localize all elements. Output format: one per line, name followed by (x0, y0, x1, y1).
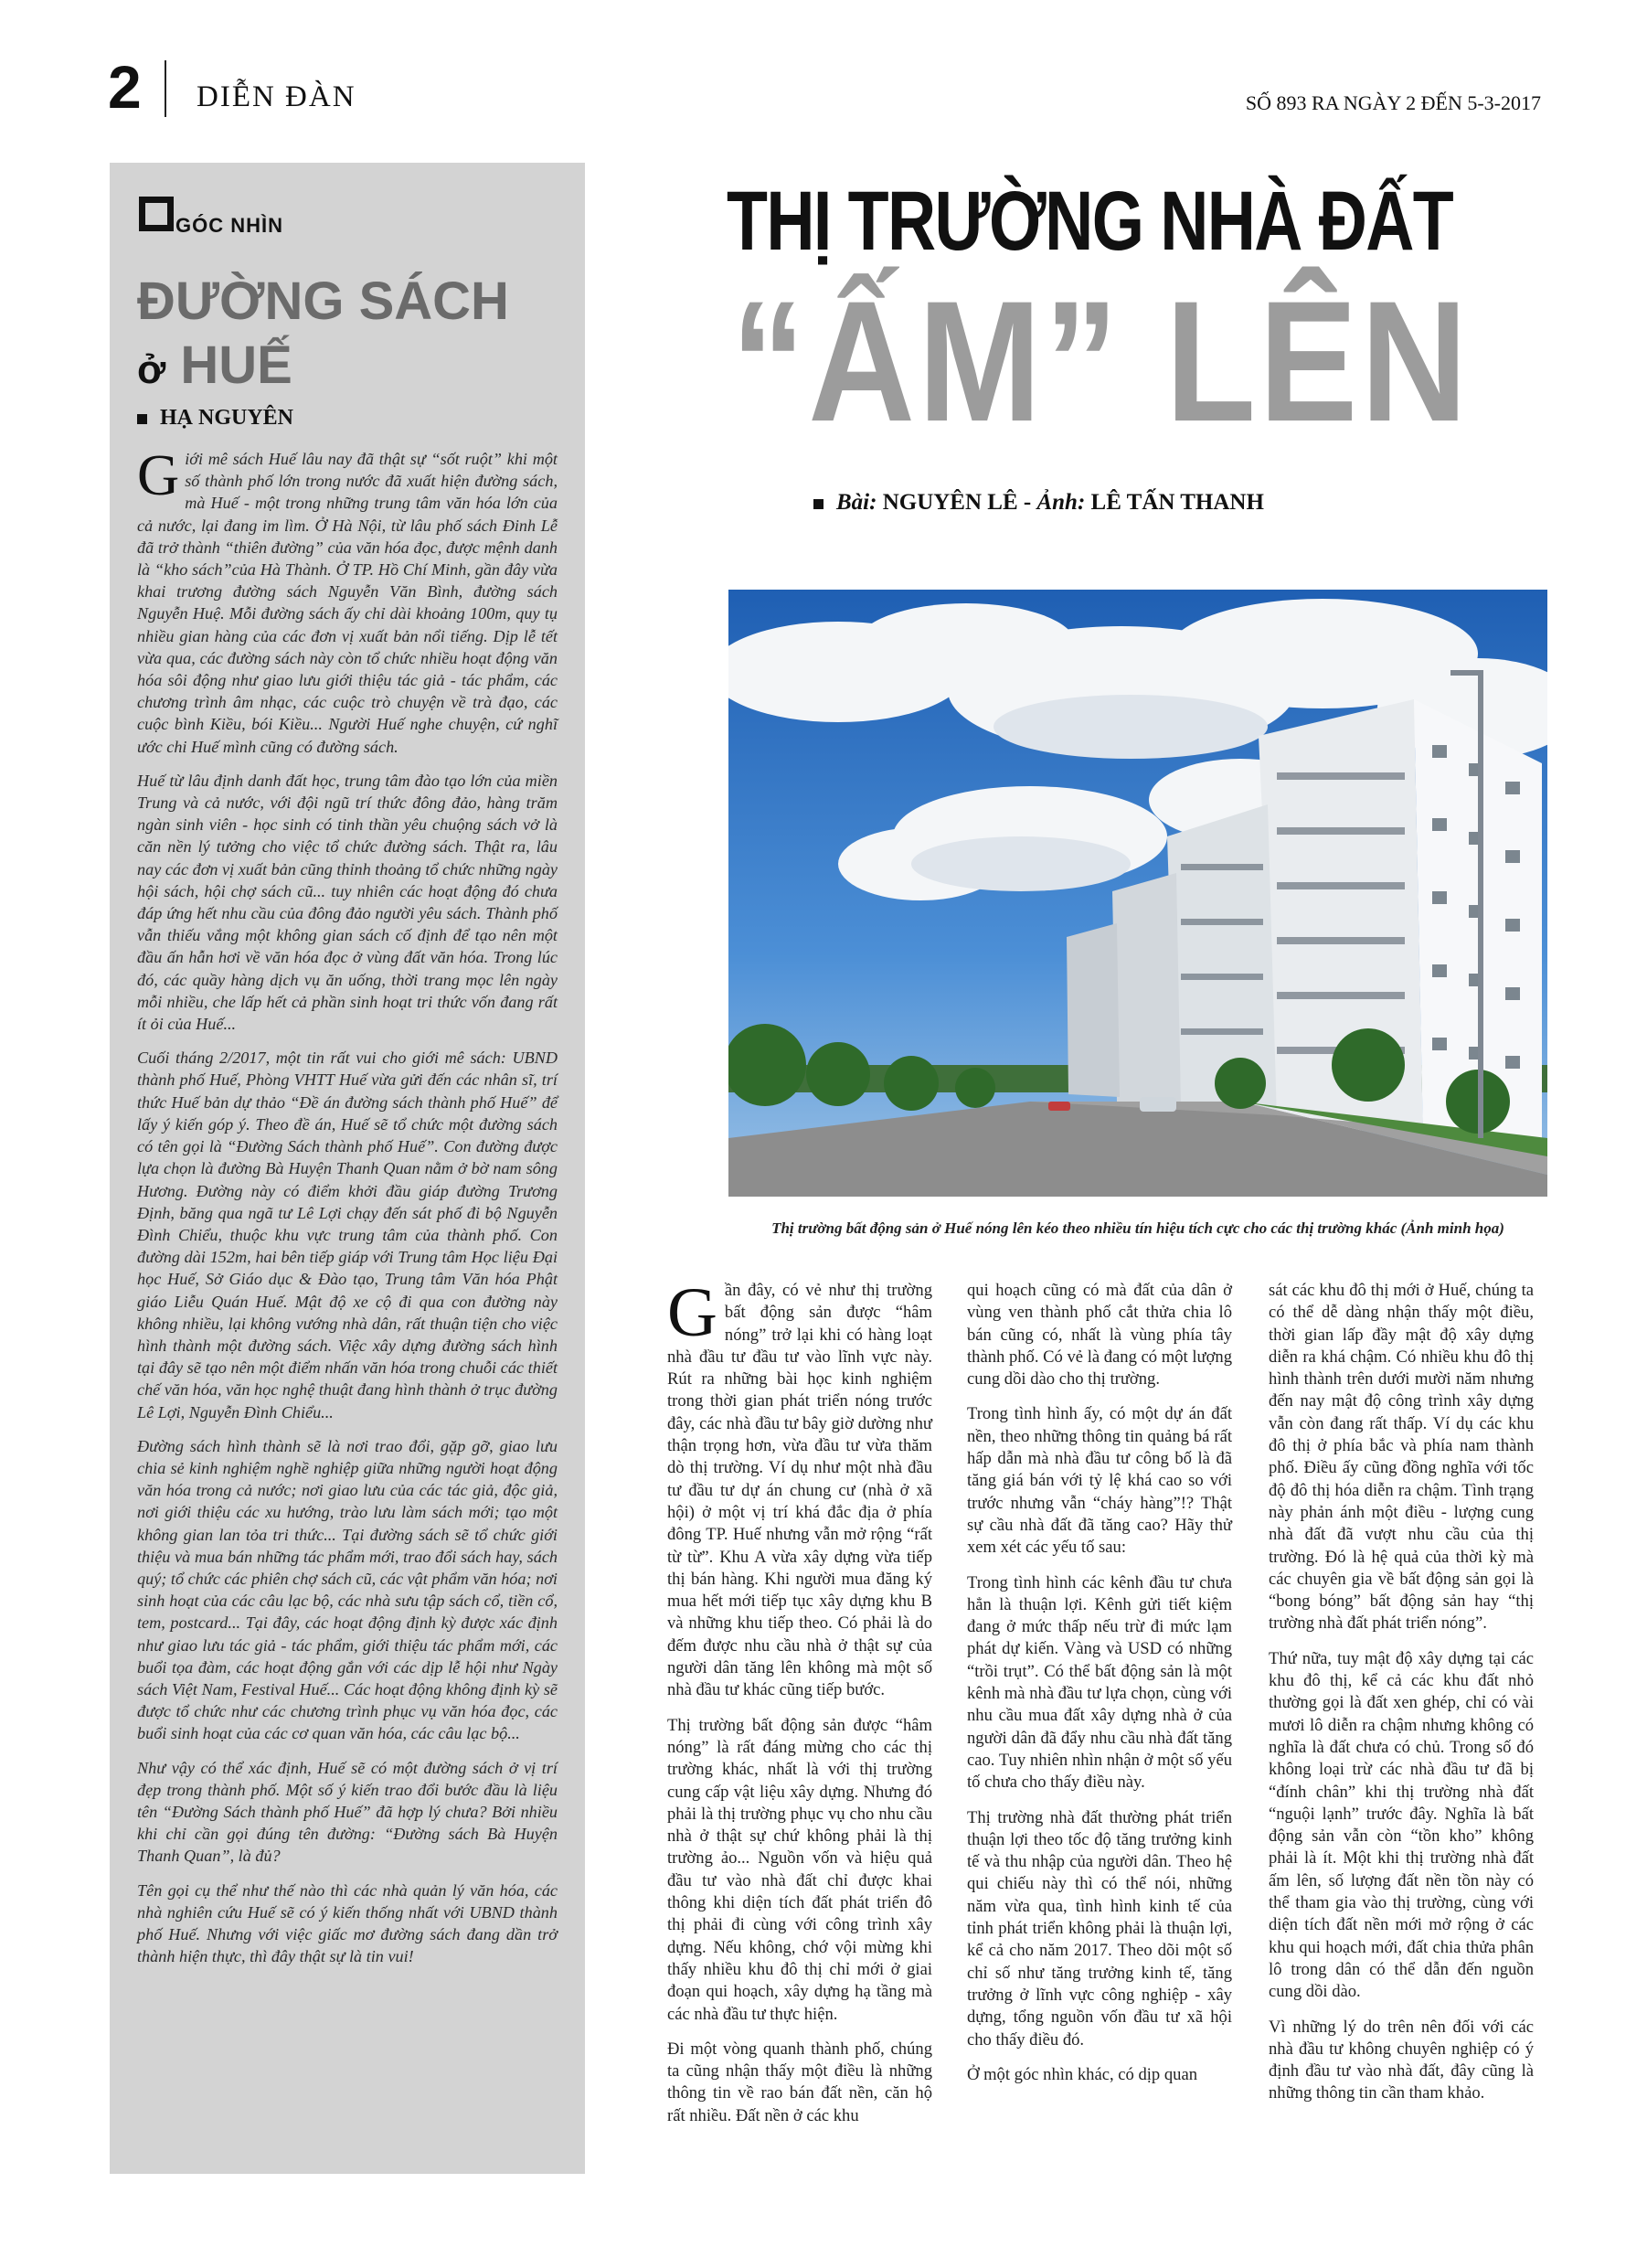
article-paragraph: Trong tình hình các kênh đầu tư chưa hẳn là thuận lợi. Kênh gửi tiết kiệm đang ở mức thấp nếu trừ đi mức lạm phát dự kiến. Vàng và USD có những “trồi trụt”. Có thể bất động sản là một kênh mà nhà đầu tư lựa chọn, cùng với nhu cầu mua đất xây dựng nhà ở của người dân đã đẩy nhu cầu nhà đất tăng cao. Tuy nhiên nhìn nhận ở một số yếu tố chưa cho thấy điều này. (967, 1572, 1232, 1793)
article-paragraph: qui hoạch cũng có mà đất của dân ở vùng ven thành phố cắt thửa chia lô bán cũng có, nhất là vùng phía tây thành phố. Có vẻ là đang có một lượng cung dồi dào cho thị trường. (967, 1281, 1232, 1390)
article-title-line1: THỊ TRƯỜNG NHÀ ĐẤT (727, 175, 1453, 268)
bullet-square-icon (813, 499, 824, 509)
sidebar-paragraph: Giới mê sách Huế lâu nay đã thật sự “sốt ruột” khi một số thành phố lớn trong nước đã xuất hiện đường sách, mà Huế - một trong những trung tâm văn hóa lớn của cả nước, lại đang im lìm. Ở Hà Nội, từ lâu phố sách Đinh Lễ đã trở thành “thiên đường” của văn hóa đọc, được mệnh danh là “kho sách”của Hà Thành. Ở TP. Hồ Chí Minh, gần đây vừa khai trương đường sách Nguyễn Văn Bình, đường sách Nguyễn Huệ. Mỗi đường sách ấy chỉ dài khoảng 100m, quy tụ nhiều gian hàng của các đơn vị xuất bản nổi tiếng. Dịp lễ tết vừa qua, các đường sách này còn tổ chức nhiều hoạt động văn hóa sôi động như giao lưu giới thiệu tác giả - tác phẩm, các chương trình âm nhạc, các cuộc trò chuyện về trà đạo, các cuộc bình Kiều, bói Kiều... Người Huế nghe chuyện, cứ nghĩ ước chi Huế mình cũng có đường sách. (137, 442, 558, 756)
article-paragraph: Thị trường nhà đất thường phát triển thuận lợi theo tốc độ tăng trưởng kinh tế và thu nhập của người dân. Theo hệ qui chiếu này thì có thể nói, những năm vừa qua, tình hình kinh tế của tỉnh phát triển không phải là thuận lợi, kể cả cho năm 2017. Theo dõi một số chỉ số như tăng trưởng kinh tế, tăng trưởng ở lĩnh vực công nghiệp - xây dựng, tổng nguồn vốn đầu tư xã hội cho thấy điều đó. (967, 1807, 1232, 2050)
sidebar-title-line2 (137, 335, 292, 398)
sidebar-body (137, 442, 558, 1979)
article-paragraph: Thứ nữa, tuy mật độ xây dựng tại các khu đô thị, kể cả các khu đất nhỏ thường gọi là đất xen ghép, chỉ có vài mươi lô diễn ra chậm nhưng không có nghĩa là đất chưa có chủ. Trong số đó không loại trừ các nhà đầu tư đã bị “đính chân” khi thị trường nhà đất “nguội lạnh” trước đây. Nghĩa là bất động sản vẫn còn “tồn kho” không phải là ít. Một khi thị trường nhà đất ấm lên, số lượng đất nền tồn này có thể tham gia vào thị trường, cùng với diện tích đất nền mới mở rộng ở các khu qui hoạch mới, đất chia thửa phân lô trong dân có thể dẫn đến nguồn cung dồi dào. (1269, 1648, 1534, 2002)
issue-info: SỐ 893 RA NGÀY 2 ĐẾN 5-3-2017 (1245, 91, 1541, 114)
column-label: GÓC NHÌN (175, 214, 283, 237)
sidebar-paragraph: Đường sách hình thành sẽ là nơi trao đổi, gặp gỡ, giao lưu chia sẻ kinh nghiệm nghề nghiệp giữa những người hoạt động văn hóa trong cả nước; nơi giao lưu của các tác giả, độc giả, nơi giới thiệu các xu hướng, trào lưu làm sách mới; tạo một không gian lan tỏa tri thức... Tại đường sách sẽ tổ chức giới thiệu và mua bán những tác phẩm mới, trao đổi sách hay, sách quý; tổ chức các phiên chợ sách cũ, các vật phẩm văn hóa; nơi sinh hoạt của các câu lạc bộ, các nhà sưu tập sách cổ, tiền cổ, tem, postcard... Tại đây, các hoạt động định kỳ được xác định như giao lưu tác giả - tác phẩm, giới thiệu tác phẩm mới, các buổi tọa đàm, các hoạt động gắn với các dịp lễ hội như Ngày sách Việt Nam, Festival Huế... Các hoạt động không định kỳ sẽ được tổ chức như các chương trình phục vụ văn hóa đọc, các buổi sinh hoạt của các cơ quan văn hóa, các câu lạc bộ... (137, 1436, 558, 1743)
page-number: 2 (108, 53, 142, 121)
article-photo (728, 590, 1547, 1197)
sidebar-paragraph: Tên gọi cụ thể như thế nào thì các nhà quản lý văn hóa, các nhà nghiên cứu Huế sẽ có ý kiến thống nhất với UBND thành phố Huế. Nhưng với việc giấc mơ đường sách đang dần trở thành hiện thực, thì đây thật sự là tin vui! (137, 1880, 558, 1966)
article-column-3 (1269, 1280, 1534, 2118)
section-name: DIỄN ĐÀN (197, 80, 356, 113)
article-paragraph: Gần đây, có vẻ như thị trường bất động sản được “hâm nóng” trở lại khi có hàng loạt nhà đầu tư đầu tư vào lĩnh vực này. Rút ra những bài học kinh nghiệm trong thời gian phát triển nóng trước đây, các nhà đầu tư bây giờ dường như thận trọng hơn, vừa đầu tư vừa thăm dò thị trường. Ví dụ như một nhà đầu tư đầu tư dự án chung cư (nhà ở xã hội) ở một vị trí khá đắc địa ở phía đông TP. Huế nhưng vẫn mở rộng “rất từ từ”. Khu A vừa xây dựng vừa tiếp thị bán hàng. Khi người mua đăng ký mua hết mới tiếp tục xây dựng khu B và những khu tiếp theo. Có phải là do đếm được nhu cầu nhà ở thật sự của người dân tăng lên không mà một số nhà đầu tư khác cũng tiếp bước. (667, 1274, 932, 1700)
sidebar-title-small: ở (137, 347, 166, 392)
article-column-1 (667, 1274, 932, 2140)
article-paragraph: Thị trường bất động sản được “hâm nóng” là rất đáng mừng cho các thị trường khác, nhất là với thị trường cung cấp vật liệu xây dựng. Nhưng đó phải là thị trường phục vụ cho nhu cầu nhà ở thật sự chứ không phải là thị trường ảo... Nguồn vốn và hiệu quả đầu tư vào nhà đất chỉ được khai thông khi diện tích đất phát triển đô thị phải đi cùng với công trình xây dựng. Nếu không, chớ vội mừng khi thấy nhiều khu đô thị chỉ mới ở giai đoạn qui hoạch, xây dựng hạ tầng mà các nhà đầu tư thực hiện. (667, 1715, 932, 2024)
article-title-line2: “ẤM” LÊN (731, 265, 1471, 457)
sidebar-author: HẠ NGUYÊN (137, 406, 293, 431)
article-paragraph: Ở một góc nhìn khác, có dịp quan (967, 2064, 1197, 2084)
sidebar-paragraph: Như vậy có thể xác định, Huế sẽ có một đường sách ở vị trí đẹp trong thành phố. Một số ý kiến trao đổi bước đầu là liệu tên “Đường Sách thành phố Huế” đã hợp lý chưa? Bởi nhiều khi chỉ cần gọi đúng tên đường: “Đường sách Bà Huyện Thanh Quan”, là đủ? (137, 1758, 558, 1866)
bullet-square-icon (137, 414, 147, 424)
sidebar-paragraph: Cuối tháng 2/2017, một tin rất vui cho giới mê sách: UBND thành phố Huế, Phòng VHTT Huế vừa gửi đến các nhân sĩ, trí thức Huế bản dự thảo “Đề án đường sách thành phố Huế” để lấy ý kiến góp ý. Theo đề án, Huế sẽ tổ chức một đường sách có tên gọi là “Đường Sách thành phố Huế”. Con đường được lựa chọn là đường Bà Huyện Thanh Quan nằm ở bờ nam sông Hương. Đường này có điểm khởi đầu giáp đường Trương Định, băng qua ngã tư Lê Lợi chạy đến sát phố đi bộ Nguyễn Đình Chiểu, thuộc khu vực trung tâm của thành phố. Con đường dài 152m, hai bên tiếp giáp với Trung tâm Học liệu Đại học Huế, Sở Giáo dục & Đào tạo, Trung tâm Văn hóa Phật giáo Liễu Quán Huế. Mật độ xe cộ đi qua con đường này không nhiều, lại không vướng nhà dân, rất thuận tiện cho việc hình thành một đường sách. Việc xây dựng đường sách hình tại đây sẽ tạo nên một điểm nhấn văn hóa trong chuỗi các thiết chế văn hóa, văn học nghệ thuật đang hình thành ở trục đường Lê Lợi, Nguyễn Đình Chiểu... (137, 1049, 558, 1421)
photo-caption: Thị trường bất động sản ở Huế nóng lên kéo theo nhiều tín hiệu tích cực cho các thị trường khác (Ảnh minh họa) (771, 1219, 1504, 1237)
column-logo-icon (139, 197, 174, 231)
article-paragraph: Vì những lý do trên nên đối với các nhà đầu tư không chuyên nghiệp có ý định đầu tư vào nhà đất, đây cũng là những thông tin cần tham khảo. (1269, 2017, 1534, 2103)
sidebar-title-line1: ĐƯỜNG SÁCH (137, 272, 509, 331)
article-paragraph: Đi một vòng quanh thành phố, chúng ta cũng nhận thấy một điều là những thông tin về rao bán đất nền, căn hộ rất nhiều. Đất nền ở các khu (667, 2039, 932, 2125)
article-dropcap: G (667, 1274, 717, 1351)
sidebar-paragraph: Huế từ lâu định danh đất học, trung tâm đào tạo lớn của miền Trung và cả nước, với đội ngũ trí thức đông đảo, hàng trăm ngàn sinh viên - học sinh có tinh thần yêu chuộng sách vở là căn nền lý tưởng cho việc tổ chức đường sách. Thật ra, lâu nay các đơn vị xuất bản cũng thỉnh thoảng tổ chức những ngày hội sách, hội chợ sách cũ... tuy nhiên các hoạt động đó chưa đáp ứng hết nhu cầu của đông đảo người yêu sách. Thành phố vẫn thiếu vắng một không gian sách cố định để tạo nên một đầu ấn hẫn hơi về văn hóa đọc ở vùng đất văn hóa. Trong lúc đó, các quầy hàng dịch vụ ăn uống, thời trang mọc lên ngày mỗi nhiều, che lấp hết cả phần sinh hoạt tri thức vốn đang rất ít ỏi của Huế... (137, 771, 558, 1034)
article-column-2 (967, 1280, 1232, 2099)
header-divider (165, 60, 166, 117)
sidebar-dropcap: G (137, 442, 180, 507)
article-paragraph: sát các khu đô thị mới ở Huế, chúng ta có thể dễ dàng nhận thấy một điều, thời gian lấp đầy mật độ xây dựng diễn ra khá chậm. Có nhiều khu đô thị hình thành trên dưới mười năm nhưng đến nay mật độ công trình xây dựng vẫn còn đang rất thấp. Ví dụ các khu đô thị ở phía bắc và phía nam thành phố. Điều ấy cũng đồng nghĩa với tốc độ đô thị hóa diễn ra chậm. Tình trạng này phản ánh một điều - lượng cung nhà đất đã vượt nhu cầu của thị trường. Đó là hệ quả của thời kỳ mà các chuyên gia về bất động sản gọi là “bong bóng” bất động sản hay “thị trường nhà đất phát triển nóng”. (1269, 1281, 1534, 1634)
article-byline: Bài: NGUYÊN LÊ - Ảnh: LÊ TẤN THANH (813, 490, 1264, 516)
article-paragraph: Trong tình hình ấy, có một dự án đất nền, theo những thông tin quảng bá rất hấp dẫn mà nhà đầu tư công bố là đã tăng giá bán với tỷ lệ khá cao so với trước nhưng vẫn “cháy hàng”!? Thật sự cầu nhà đất đã tăng cao? Hãy thử xem xét các yếu tố sau: (967, 1404, 1232, 1558)
sidebar-title-big: HUẾ (180, 335, 292, 395)
